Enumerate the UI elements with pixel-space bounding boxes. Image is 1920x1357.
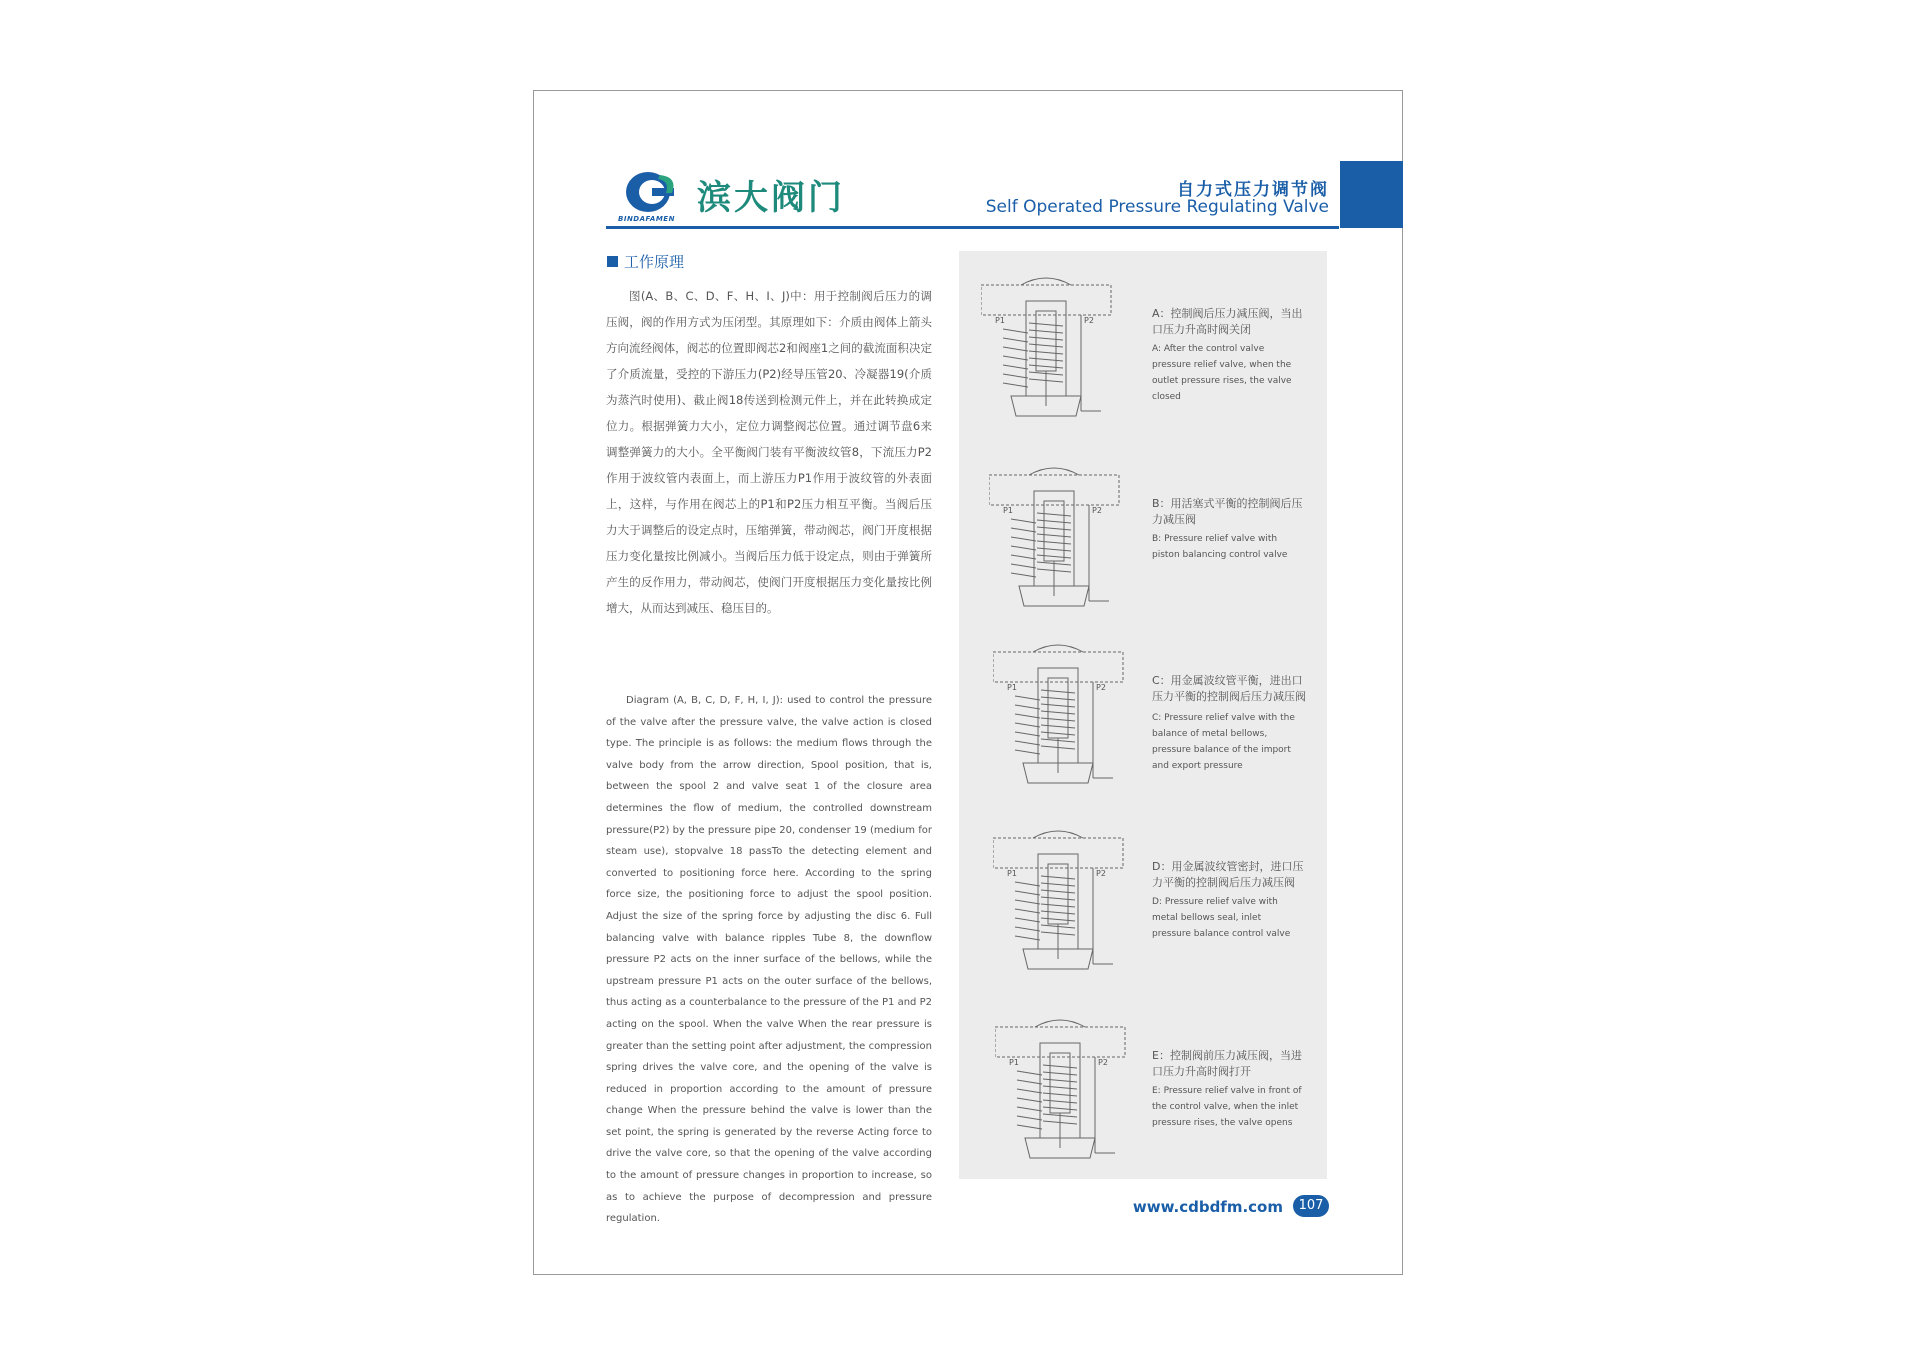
valve-cross-section-icon — [995, 1013, 1145, 1173]
valve-cross-section-icon — [993, 638, 1143, 798]
diagram-caption-cn: C：用金属波纹管平衡，进出口压力平衡的控制阀后压力减压阀 — [1152, 674, 1306, 703]
section-heading — [607, 251, 684, 272]
diagram-caption-cn: E：控制阀前压力减压阀，当进口压力升高时阀打开 — [1152, 1049, 1302, 1078]
page-number: 107 — [1293, 1195, 1329, 1217]
p2-label: P2 — [1096, 683, 1106, 692]
brand-logo-icon — [622, 167, 682, 217]
principle-text-en: Diagram (A, B, C, D, F, H, I, J): used to control the pressure of the valve after the pressure valve, the valve action is closed type. The principle is as follows: the medium flows through the valve body from the arrow direction, Spool position, that is, between the spool 2 and valve seat 1 of the closure area determines the flow of medium, the controlled downstream pressure(P2) by the pressure pipe 20, condenser 19 (medium for steam use), stopvalve 18 passTo the detecting element and converted to positioning force here. According to the spring force size, the positioning force to adjust the spool position. Adjust the size of the spring force by adjusting the disc 6. Full balancing valve with balance ripples Tube 8, the downflow pressure P2 acts on the inner surface of the bellows, while the upstream pressure P1 acts on the outer surface of the bellows, thus acting as a counterbalance to the pressure of the P1 and P2 acting on the spool. When the valve When the rear pressure is greater than the setting point after adjustment, the compression spring drives the valve core, and the opening of the valve is reduced in proportion according to the amount of pressure change When the pressure behind the valve is lower than the set point, the spring is generated by the reverse Acting force to drive the valve core, so that the opening of the valve according to the amount of pressure changes in proportion to increase, so as to achieve the purpose of decompression and pressure regulation. — [606, 695, 932, 1225]
diagram-caption-en: E: Pressure relief valve in front of the control valve, when the inlet pressure rises, the valve opens — [1152, 1086, 1302, 1128]
p2-label: P2 — [1084, 316, 1094, 325]
p1-label: P1 — [995, 316, 1005, 325]
valve-cross-section-icon — [993, 824, 1143, 984]
principle-text-cn: 图(A、B、C、D、F、H、I、J)中：用于控制阀后压力的调压阀，阀的作用方式为压闭型。其原理如下：介质由阀体上箭头方向流经阀体，阀芯的位置即阀芯2和阀座1之间的截流面积决定了介质流量，受控的下游压力(P2)经导压管20、冷凝器19(介质为蒸汽时使用)、截止阀18传送到检测元件上，并在此转换成定位力。根据弹簧力大小，定位力调整阀芯位置。通过调节盘6来调整弹簧力的大小。全平衡阀门装有平衡波纹管8，下流压力P2作用于波纹管内表面上，而上游压力P1作用于波纹管的外表面上，这样，与作用在阀芯上的P1和P2压力相互平衡。当阀后压力大于调整后的设定点时，压缩弹簧，带动阀芯，阀门开度根据压力变化量按比例减小。当阀后压力低于设定点，则由于弹簧所产生的反作用力，带动阀芯，使阀门开度根据压力变化量按比例增大，从而达到减压、稳压目的。 — [606, 289, 932, 615]
valve-cross-section-icon — [989, 461, 1139, 621]
catalog-page — [533, 90, 1403, 1275]
diagram-caption-cn: B：用活塞式平衡的控制阀后压力减压阀 — [1152, 497, 1303, 526]
p1-label: P1 — [1007, 683, 1017, 692]
brand-english-name: BINDAFAMEN — [618, 215, 675, 223]
corner-tab — [1340, 161, 1403, 228]
square-bullet-icon — [607, 256, 618, 267]
section-title: 工作原理 — [624, 253, 685, 271]
diagram-panel — [959, 251, 1327, 1179]
diagram-caption-cn: D：用金属波纹管密封，进口压力平衡的控制阀后压力减压阀 — [1152, 860, 1304, 889]
product-title-cn: 自力式压力调节阀 — [1177, 180, 1329, 200]
header-divider — [606, 226, 1339, 229]
p1-label: P1 — [1003, 506, 1013, 515]
p1-label: P1 — [1007, 869, 1017, 878]
diagram-caption-en: C: Pressure relief valve with the balance of metal bellows, pressure balance of the import and export pressure — [1152, 713, 1295, 771]
p2-label: P2 — [1096, 869, 1106, 878]
diagram-caption-cn: A：控制阀后压力减压阀，当出口压力升高时阀关闭 — [1152, 307, 1303, 336]
diagram-caption-en: B: Pressure relief valve with piston balancing control valve — [1152, 534, 1288, 560]
product-title-en: Self Operated Pressure Regulating Valve — [985, 197, 1329, 217]
p1-label: P1 — [1009, 1058, 1019, 1067]
diagram-caption-en: A: After the control valve pressure relief valve, when the outlet pressure rises, the valve closed — [1152, 344, 1292, 402]
p2-label: P2 — [1098, 1058, 1108, 1067]
valve-cross-section-icon — [981, 271, 1131, 431]
website-url[interactable]: www.cdbdfm.com — [1132, 1198, 1283, 1216]
brand-name: 滨大阀门 — [697, 178, 845, 218]
p2-label: P2 — [1092, 506, 1102, 515]
diagram-caption-en: D: Pressure relief valve with metal bellows seal, inlet pressure balance control valve — [1152, 897, 1291, 939]
